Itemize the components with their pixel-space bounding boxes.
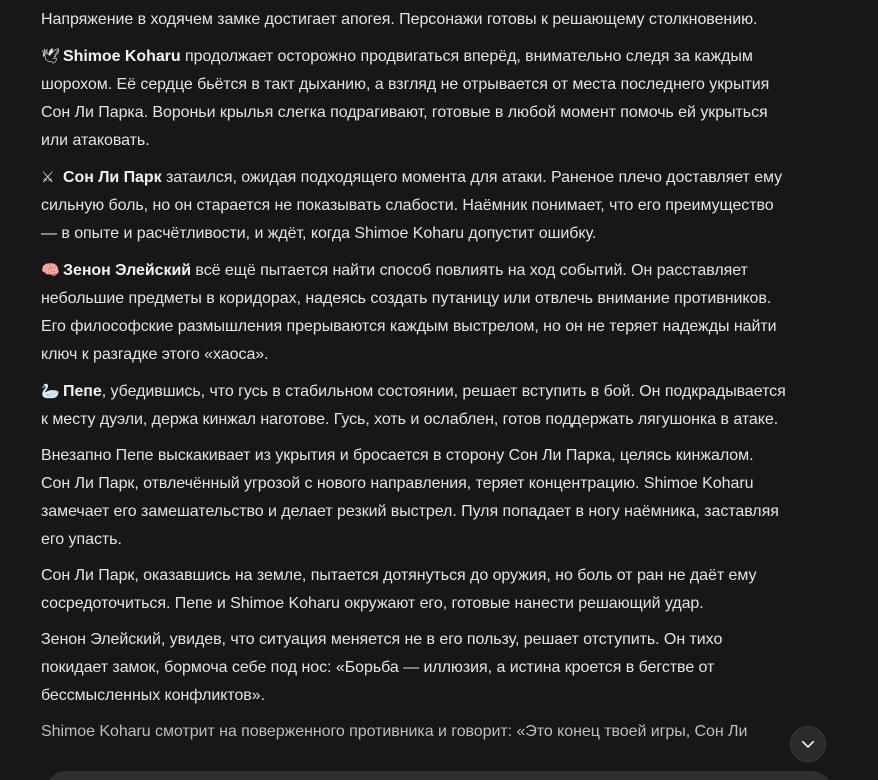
message-paragraph: Сон Ли Парк, оказавшись на земле, пытается дотянуться до оружия, но боль от ран не даёт ему сосредоточиться. Пепе и Shimoe Koharu окружают его, готовые нанести решающий удар.: [41, 567, 757, 612]
chevron-down-icon: [799, 735, 817, 753]
character-paragraph-park: ⚔ Сон Ли Парк затаился, ожидая подходящего момента для атаки. Раненое плечо доставляет ему сильную боль, но он старается не показывать слабости. Наёмник понимает, что его преимущество — в опыте и расчётливости, и ждёт, когда Shimoe Koharu допустит ошибку.: [41, 163, 786, 248]
message-paragraph: Внезапно Пепе выскакивает из укрытия и бросается в сторону Сон Ли Парка, целясь кинжалом. Сон Ли Парк, отвлечённый угрозой с нового направления, теряет концентрацию. Shimoe Koharu замечает его замешательство и делает резкий выстрел. Пуля попадает в ногу наёмника, заставляя его упасть.: [41, 447, 779, 548]
scroll-to-bottom-button[interactable]: [790, 726, 826, 762]
message-paragraph: Зенон Элейский, увидев, что ситуация меняется не в его пользу, решает отступить. Он тихо покидает замок, бормоча себе под нос: «Борьба — иллюзия, а истина кроется в бегстве от бессмысленных конфликтов».: [41, 631, 723, 704]
character-paragraph-koharu: 🕊 Shimoe Koharu продолжает осторожно продвигаться вперёд, внимательно следя за каждым шорохом. Её сердце бьётся в такт дыханию, а взгляд не отрывается от места последнего укрытия Сон Ли Парка. Вороньи крылья слегка подрагивают, готовые в любой момент помочь ей укрыться или атаковать.: [41, 42, 786, 155]
message-paragraph: Напряжение в ходячем замке достигает апогея. Персонажи готовы к решающему столкновению.: [41, 11, 758, 28]
chat-message: [41, 6, 786, 754]
character-paragraph-pepe: 🦢 Пепе, убедившись, что гусь в стабильном состоянии, решает вступить в бой. Он подкрадывается к месту дуэли, держа кинжал наготове. Гусь, хоть и ослаблен, готов поддержать лягушонка в атаке.: [41, 377, 786, 434]
message-paragraph: Shimoe Koharu смотрит на поверженного противника и говорит: «Это конец твоей игры, Сон Ли: [41, 723, 748, 740]
brain-emoji-icon: 🧠: [41, 261, 60, 279]
character-name: Пепе: [63, 383, 102, 400]
character-name: Shimoe Koharu: [63, 48, 181, 65]
character-name: Зенон Элейский: [63, 262, 192, 279]
character-paragraph-zenon: 🧠 Зенон Элейский всё ещё пытается найти способ повлиять на ход событий. Он расставляет небольшие предметы в коридорах, надеясь создать путаницу или отвлечь внимание противников. Его философские размышления прерываются каждым выстрелом, но он не теряет надежды найти ключ к разгадке этого «хаоса».: [41, 256, 786, 369]
character-name: Сон Ли Парк: [63, 169, 162, 186]
dove-emoji-icon: 🕊: [41, 47, 60, 65]
crossed-swords-emoji-icon: ⚔: [41, 168, 55, 186]
message-composer[interactable]: [46, 771, 832, 780]
swan-emoji-icon: 🦢: [41, 382, 60, 400]
